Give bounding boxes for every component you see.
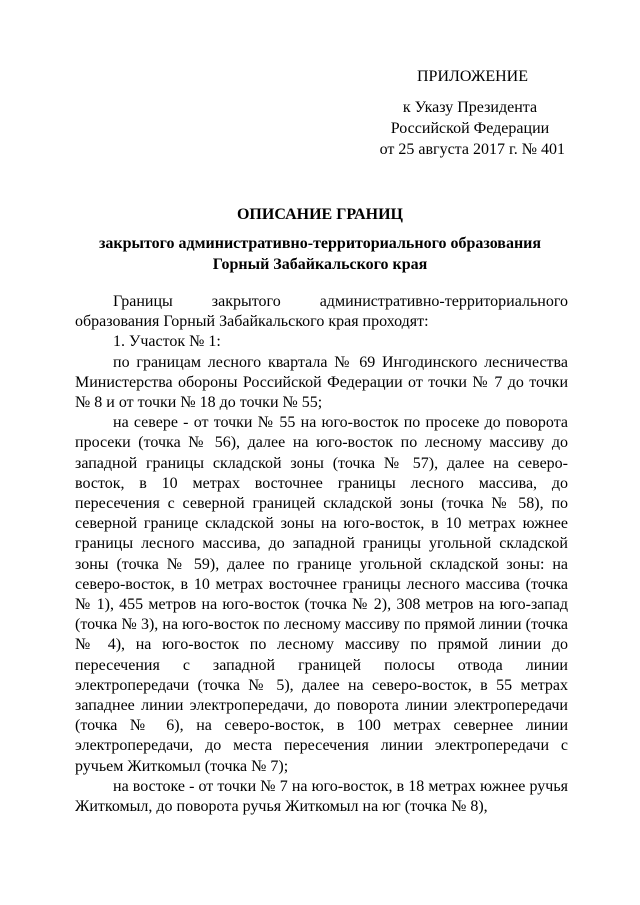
document-subtitle [70, 233, 570, 275]
annex-line-date: от 25 августа 2017 г. № 401 [379, 141, 565, 158]
paragraph-north-boundary: на севере - от точки № 55 на юго-восток по просеке до поворота просеки (точка № 56), далее на юго-восток по лесному массиву до западной границы складской зоны (точка № 57), далее на северо-восток, в 10 метрах восточнее границы лесного массива, до пересечения с северной границей складской зоны (точка № 58), по северной границе складской зоны на юго-восток, в 10 метрах южнее границы лесного массива, до западной границы угольной складской зоны (точка № 59), далее по границе угольной складской зоны: на северо-восток, в 10 метрах восточнее границы лесного массива (точка № 1), 455 метров на юго-восток (точка № 2), 308 метров на юго-запад (точка № 3), на юго-восток по лесному массиву по прямой линии (точка № 4), на юго-восток по лесному массиву по прямой линии до пересечения с западной границей полосы отвода линии электропередачи (точка № 5), далее на северо-восток, в 55 метрах западнее линии электропередачи, до поворота линии электропередачи (точка № 6), на северо-восток, в 100 метрах севернее линии электропередачи, до места пересечения линии электропередачи с ручьем Житкомыл (точка № 7); [75, 414, 568, 775]
paragraph-forest-quarter: по границам лесного квартала № 69 Ингодинского лесничества Министерства обороны Российской Федерации от точки № 7 до точки № 8 и от точки № 18 до точки № 55; [75, 353, 568, 412]
annex-title: ПРИЛОЖЕНИЕ [416, 68, 528, 85]
annex-block [345, 66, 565, 160]
subtitle-line-1: закрытого административно-территориального образования [98, 235, 542, 252]
document-title: ОПИСАНИЕ ГРАНИЦ [236, 206, 403, 223]
section-item-1: 1. Участок № 1: [113, 333, 221, 351]
intro-first-line [75, 292, 568, 312]
intro-word-3: административно-территориального [319, 293, 568, 310]
document-body [75, 292, 568, 817]
intro-word-2: закрытого [211, 293, 281, 310]
annex-line-decree: к Указу Президента [402, 99, 538, 116]
annex-line-federation: Российской Федерации [390, 120, 550, 137]
paragraph-east-boundary: на востоке - от точки № 7 на юго-восток, в 18 метрах южнее ручья Житкомыл, до поворота ручья Житкомыл на юг (точка № 8), [75, 777, 568, 816]
intro-paragraph-rest: образования Горный Забайкальского края проходят: [75, 313, 429, 331]
subtitle-line-2: Горный Забайкальского края [212, 256, 428, 273]
intro-word-1: Границы [113, 293, 173, 310]
